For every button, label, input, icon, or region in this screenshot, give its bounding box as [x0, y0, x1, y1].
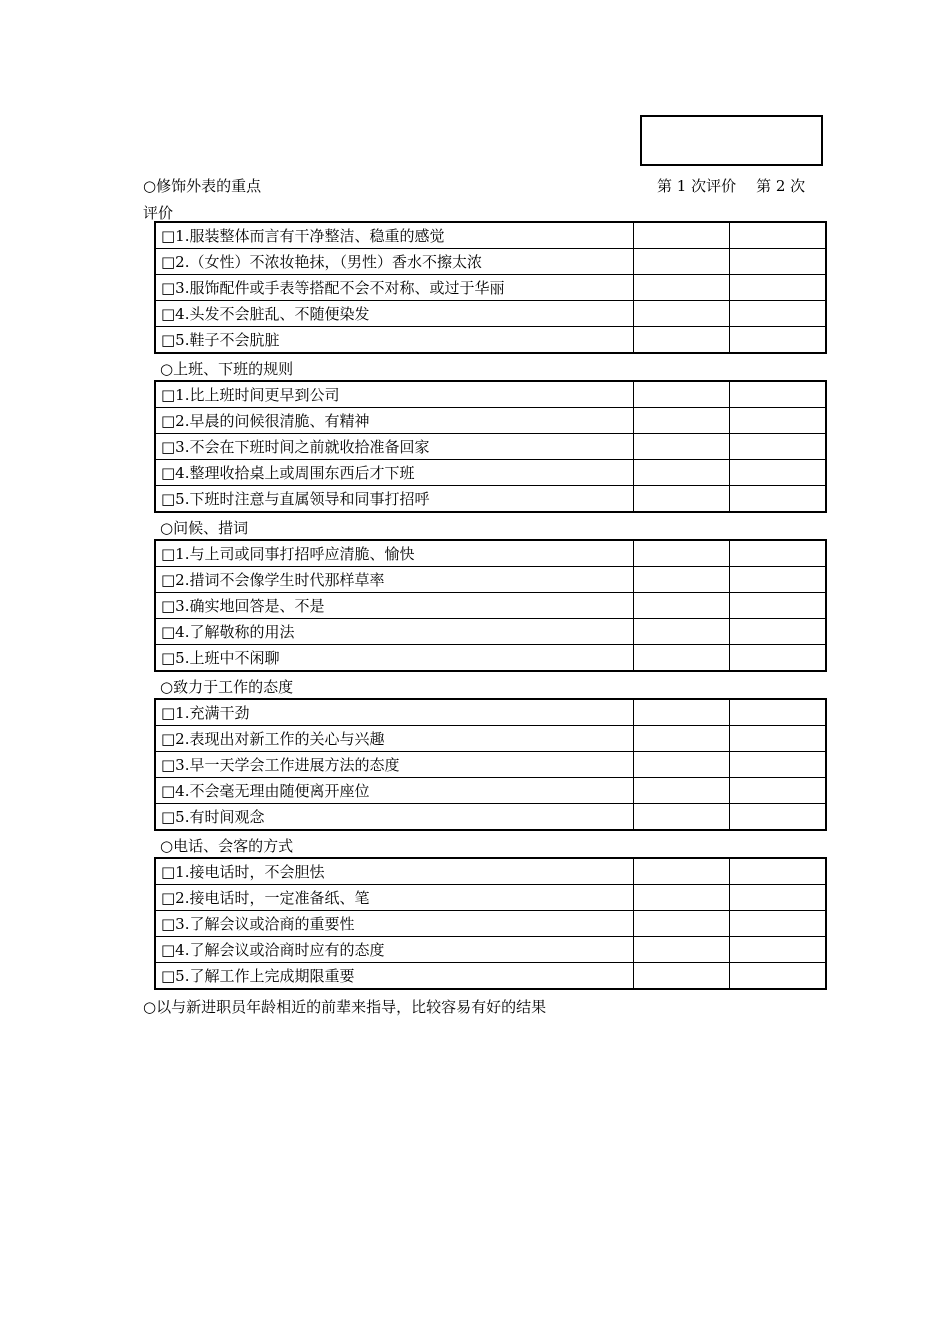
section-title: ○上班、下班的规则 — [160, 360, 294, 378]
eval-1-cell[interactable] — [634, 699, 730, 726]
eval-1-cell[interactable] — [634, 327, 730, 354]
eval-2-cell[interactable] — [730, 778, 827, 804]
eval-1-cell[interactable] — [634, 434, 730, 460]
eval-2-cell[interactable] — [730, 222, 827, 249]
table-row — [155, 408, 826, 434]
checklist-item-label: □1.与上司或同事打招呼应清脆、愉快 — [155, 540, 634, 567]
checklist-item-label: □5.下班时注意与直属领导和同事打招呼 — [155, 486, 634, 513]
eval-2-cell[interactable] — [730, 752, 827, 778]
eval-2-cell[interactable] — [730, 593, 827, 619]
checklist-item-label: □2.措词不会像学生时代那样草率 — [155, 567, 634, 593]
checklist-table — [154, 539, 827, 672]
checklist-item-label: □1.比上班时间更早到公司 — [155, 381, 634, 408]
checklist-item-label: □3.确实地回答是、不是 — [155, 593, 634, 619]
eval-2-cell[interactable] — [730, 885, 827, 911]
table-row — [155, 778, 826, 804]
eval-2-cell[interactable] — [730, 408, 827, 434]
checklist-item-label: □4.头发不会脏乱、不随便染发 — [155, 301, 634, 327]
evaluation-headers — [657, 175, 805, 196]
eval-1-cell[interactable] — [634, 567, 730, 593]
checklist-item-label: □4.不会毫无理由随便离开座位 — [155, 778, 634, 804]
checklist-item-label: □2.接电话时，一定准备纸、笔 — [155, 885, 634, 911]
checklist-item-label: □3.了解会议或洽商的重要性 — [155, 911, 634, 937]
table-row — [155, 486, 826, 513]
eval-1-cell[interactable] — [634, 885, 730, 911]
checklist-item-label: □2.早晨的问候很清脆、有精神 — [155, 408, 634, 434]
checklist-item-label: □3.不会在下班时间之前就收拾准备回家 — [155, 434, 634, 460]
eval-2-cell[interactable] — [730, 434, 827, 460]
table-row — [155, 963, 826, 990]
table-row — [155, 885, 826, 911]
table-row — [155, 249, 826, 275]
checklist-item-label: □2.（女性）不浓妆艳抹，（男性）香水不擦太浓 — [155, 249, 634, 275]
eval-1-cell[interactable] — [634, 804, 730, 831]
table-row — [155, 593, 826, 619]
eval-2-cell[interactable] — [730, 645, 827, 672]
eval-header-2: 第 2 次 — [756, 177, 806, 195]
checklist-item-label: □2.表现出对新工作的关心与兴趣 — [155, 726, 634, 752]
eval-2-cell[interactable] — [730, 619, 827, 645]
eval-1-cell[interactable] — [634, 911, 730, 937]
signature-box — [640, 115, 823, 166]
eval-2-cell[interactable] — [730, 486, 827, 513]
table-row — [155, 540, 826, 567]
checklist-item-label: □1.接电话时，不会胆怯 — [155, 858, 634, 885]
checklist-item-label: □1.服装整体而言有干净整洁、稳重的感觉 — [155, 222, 634, 249]
checklist-table — [154, 221, 827, 354]
eval-1-cell[interactable] — [634, 619, 730, 645]
eval-2-cell[interactable] — [730, 275, 827, 301]
eval-1-cell[interactable] — [634, 486, 730, 513]
checklist-table — [154, 380, 827, 513]
eval-1-cell[interactable] — [634, 937, 730, 963]
table-row — [155, 911, 826, 937]
checklist-item-label: □1.充满干劲 — [155, 699, 634, 726]
eval-1-cell[interactable] — [634, 408, 730, 434]
eval-2-cell[interactable] — [730, 567, 827, 593]
checklist-item-label: □4.整理收拾桌上或周围东西后才下班 — [155, 460, 634, 486]
checklist-item-label: □4.了解敬称的用法 — [155, 619, 634, 645]
checklist-item-label: □5.上班中不闲聊 — [155, 645, 634, 672]
eval-2-cell[interactable] — [730, 540, 827, 567]
eval-2-cell[interactable] — [730, 327, 827, 354]
table-row — [155, 804, 826, 831]
eval-1-cell[interactable] — [634, 963, 730, 990]
table-row — [155, 222, 826, 249]
eval-2-cell[interactable] — [730, 301, 827, 327]
eval-header-1: 第 1 次评价 — [657, 177, 737, 195]
eval-2-cell[interactable] — [730, 911, 827, 937]
table-row — [155, 858, 826, 885]
eval-1-cell[interactable] — [634, 645, 730, 672]
table-row — [155, 301, 826, 327]
eval-1-cell[interactable] — [634, 381, 730, 408]
eval-1-cell[interactable] — [634, 726, 730, 752]
table-row — [155, 327, 826, 354]
eval-1-cell[interactable] — [634, 301, 730, 327]
eval-1-cell[interactable] — [634, 249, 730, 275]
table-row — [155, 937, 826, 963]
checklist-item-label: □4.了解会议或洽商时应有的态度 — [155, 937, 634, 963]
footer-note: ○以与新进职员年龄相近的前辈来指导，比较容易有好的结果 — [143, 998, 547, 1016]
eval-2-cell[interactable] — [730, 963, 827, 990]
checklist-item-label: □5.了解工作上完成期限重要 — [155, 963, 634, 990]
checklist-item-label: □3.早一天学会工作进展方法的态度 — [155, 752, 634, 778]
table-row — [155, 699, 826, 726]
table-row — [155, 434, 826, 460]
section-title: ○电话、会客的方式 — [160, 837, 294, 855]
eval-2-cell[interactable] — [730, 804, 827, 831]
table-row — [155, 645, 826, 672]
eval-2-cell[interactable] — [730, 381, 827, 408]
section-title: ○致力于工作的态度 — [160, 678, 294, 696]
eval-1-cell[interactable] — [634, 778, 730, 804]
checklist-table — [154, 698, 827, 831]
eval-2-cell[interactable] — [730, 249, 827, 275]
checklist-table — [154, 857, 827, 990]
eval-2-cell[interactable] — [730, 858, 827, 885]
checklist-item-label: □3.服饰配件或手表等搭配不会不对称、或过于华丽 — [155, 275, 634, 301]
table-row — [155, 275, 826, 301]
eval-1-cell[interactable] — [634, 460, 730, 486]
table-row — [155, 381, 826, 408]
table-row — [155, 752, 826, 778]
eval-1-cell[interactable] — [634, 752, 730, 778]
eval-2-cell[interactable] — [730, 460, 827, 486]
checklist-item-label: □5.鞋子不会肮脏 — [155, 327, 634, 354]
eval-1-cell[interactable] — [634, 222, 730, 249]
section-title: ○问候、措词 — [160, 519, 249, 537]
eval-2-cell[interactable] — [730, 937, 827, 963]
table-row — [155, 619, 826, 645]
table-row — [155, 567, 826, 593]
eval-2-cell[interactable] — [730, 699, 827, 726]
eval-1-cell[interactable] — [634, 858, 730, 885]
section-title-appearance: ○修饰外表的重点 — [143, 177, 262, 195]
eval-1-cell[interactable] — [634, 540, 730, 567]
eval-1-cell[interactable] — [634, 593, 730, 619]
eval-2-cell[interactable] — [730, 726, 827, 752]
checklist-item-label: □5.有时间观念 — [155, 804, 634, 831]
table-row — [155, 460, 826, 486]
eval-1-cell[interactable] — [634, 275, 730, 301]
title-wrap-text: 评价 — [143, 204, 174, 222]
table-row — [155, 726, 826, 752]
